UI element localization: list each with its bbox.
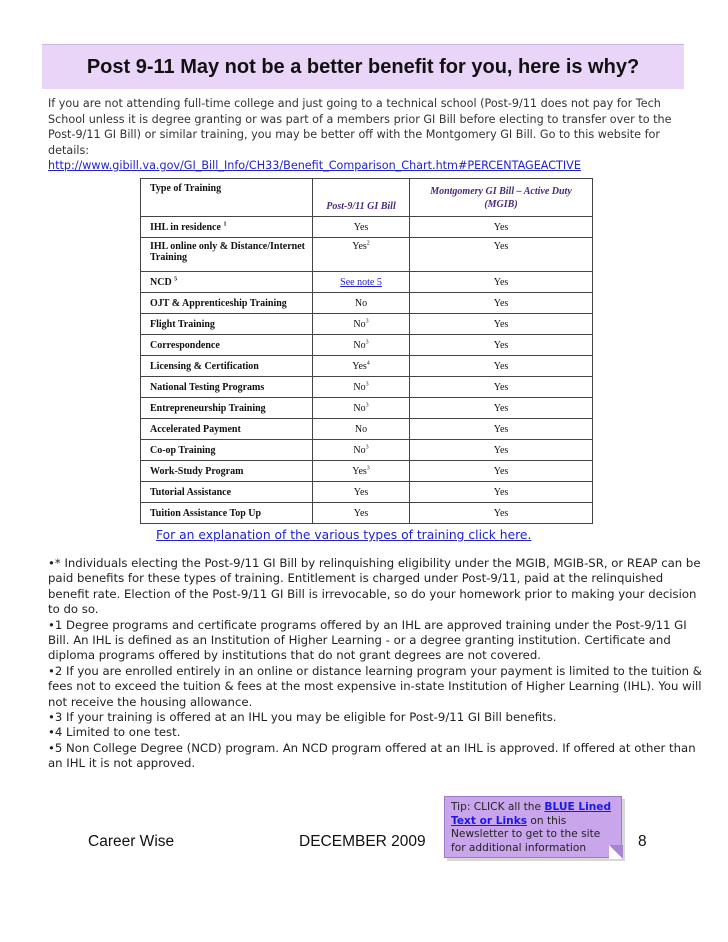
- post911-value: No: [353, 339, 366, 351]
- training-type-cell: [141, 272, 313, 293]
- mgib-cell: Yes: [410, 293, 593, 314]
- footnote-marker: 3: [365, 318, 369, 325]
- footnote-marker: 3: [366, 465, 370, 472]
- footnote-marker: 4: [366, 360, 370, 367]
- post911-cell: [313, 314, 410, 335]
- mgib-cell: Yes: [410, 503, 593, 524]
- mgib-cell: Yes: [410, 356, 593, 377]
- post911-value: Yes: [353, 221, 369, 233]
- post911-cell: [313, 293, 410, 314]
- footer-date: DECEMBER 2009: [299, 833, 426, 850]
- post911-cell: [313, 377, 410, 398]
- post911-cell: [313, 461, 410, 482]
- footnote-item: •5 Non College Degree (NCD) program. An NCD program offered at an IHL is approved. If offered at other than an IHL it is not approved.: [48, 740, 696, 771]
- training-types-explanation-link[interactable]: For an explanation of the various types of training click here.: [156, 528, 532, 542]
- post911-value[interactable]: See note 5: [340, 276, 382, 288]
- header-mgib: [410, 179, 593, 217]
- mgib-cell: Yes: [410, 335, 593, 356]
- table-row: [141, 238, 593, 272]
- benefit-comparison-link[interactable]: http://www.gibill.va.gov/GI_Bill_Info/CH33/Benefit_Comparison_Chart.htm#PERCENTAGEACTIVE: [48, 159, 581, 172]
- post911-value: Yes: [352, 241, 367, 252]
- table-row: [141, 398, 593, 419]
- training-type-cell: [141, 356, 313, 377]
- post911-value: No: [353, 318, 366, 330]
- training-type-label: Entrepreneurship Training: [150, 402, 266, 414]
- table-row: [141, 335, 593, 356]
- post911-value: No: [354, 297, 368, 309]
- post911-value: Yes: [352, 465, 367, 477]
- header-mgib-line2: (MGIB): [484, 198, 518, 210]
- training-type-cell: [141, 440, 313, 461]
- training-type-cell: [141, 503, 313, 524]
- mgib-cell: Yes: [410, 461, 593, 482]
- post911-cell: [313, 482, 410, 503]
- table-row: [141, 293, 593, 314]
- post911-cell: [313, 272, 410, 293]
- footer-page-number: 8: [638, 833, 647, 850]
- training-type-label: IHL online only & Distance/Internet Training: [150, 241, 306, 263]
- intro-text: If you are not attending full-time college and just going to a technical school (Post-9/11 does not pay for Tech School unless it is degree granting or was part of a members prior GI Bill before electing to transfer over to the Post-9/11 GI Bill) or similar training, you may be better off with the Montgomery GI Bill. Go to this website for details:: [48, 97, 672, 157]
- footnote-item: •2 If you are enrolled entirely in an online or distance learning program your payment is limited to the tuition & fees not to exceed the tuition & fees at the most expensive in-state Institution of Higher Learning (IHL). You will not receive the housing allowance.: [48, 663, 702, 709]
- table-row: [141, 356, 593, 377]
- training-type-label: Co-op Training: [150, 444, 216, 456]
- footnote-marker: 3: [365, 444, 369, 451]
- post911-value: Yes: [353, 507, 369, 519]
- training-type-cell: [141, 461, 313, 482]
- post911-value: No: [354, 423, 368, 435]
- mgib-cell: Yes: [410, 217, 593, 238]
- training-type-label: Correspondence: [150, 339, 220, 351]
- training-type-label: National Testing Programs: [150, 381, 265, 393]
- footnote-marker: 3: [365, 402, 369, 409]
- footnote-marker: 3: [365, 339, 369, 346]
- table-row: [141, 314, 593, 335]
- post911-value: No: [353, 402, 366, 414]
- mgib-cell: Yes: [410, 482, 593, 503]
- mgib-cell: Yes: [410, 314, 593, 335]
- training-type-label: Accelerated Payment: [150, 423, 241, 435]
- tip-emphasis: BLUE Lined Text or Links: [451, 801, 612, 827]
- header-mgib-line1: Montgomery GI Bill – Active Duty: [430, 185, 572, 197]
- post911-value: No: [353, 444, 366, 456]
- title-banner: [42, 44, 684, 89]
- post911-value: Yes: [353, 486, 369, 498]
- training-type-label: Tutorial Assistance: [150, 486, 232, 498]
- footnote-marker: 1: [223, 221, 227, 228]
- training-type-cell: [141, 419, 313, 440]
- post911-cell: [313, 238, 410, 272]
- footer-publication: Career Wise: [88, 833, 175, 850]
- table-row: [141, 377, 593, 398]
- table-row: [141, 440, 593, 461]
- table-row: [141, 217, 593, 238]
- tip-page-curl: [609, 845, 623, 859]
- tip-suffix: on this Newsletter to get to the site for additional information: [451, 814, 601, 854]
- training-type-cell: [141, 314, 313, 335]
- footnote-marker: 3: [365, 381, 369, 388]
- post911-cell: [313, 217, 410, 238]
- footnote-item: •1 Degree programs and certificate programs offered by an IHL are approved training under the Post-9/11 GI Bill. An IHL is defined as an Institution of Higher Learning - or a degree granting institution. Certificate and diploma programs offered by institutions that do not grant degrees are not covered.: [48, 617, 687, 663]
- tip-callout: [444, 796, 622, 858]
- training-type-label: IHL in residence: [150, 221, 221, 233]
- header-type-of-training: Type of Training: [141, 179, 313, 217]
- training-type-cell: [141, 377, 313, 398]
- intro-paragraph: [48, 96, 688, 174]
- mgib-cell: Yes: [410, 398, 593, 419]
- page-title: Post 9-11 May not be a better benefit for you, here is why?: [86, 55, 640, 78]
- footnote-item: •4 Limited to one test.: [48, 725, 181, 740]
- footnote-marker: 5: [174, 276, 178, 283]
- post911-cell: [313, 419, 410, 440]
- training-type-label: Tuition Assistance Top Up: [150, 507, 262, 519]
- footnotes: [48, 556, 708, 772]
- table-row: [141, 272, 593, 293]
- training-comparison-table: [140, 178, 593, 524]
- table-header-row: [141, 179, 593, 217]
- table-row: [141, 482, 593, 503]
- training-type-label: Work-Study Program: [150, 465, 244, 477]
- footnote-marker: 2: [366, 240, 370, 247]
- table-row: [141, 503, 593, 524]
- post911-value: No: [353, 381, 366, 393]
- training-type-cell: [141, 217, 313, 238]
- footnote-item: •3 If your training is offered at an IHL you may be eligible for Post-9/11 GI Bill benefits.: [48, 710, 557, 725]
- training-type-cell: [141, 293, 313, 314]
- post911-cell: [313, 398, 410, 419]
- training-type-label: NCD: [150, 276, 172, 288]
- footnote-item: •* Individuals electing the Post-9/11 GI Bill by relinquishing eligibility under the MGIB, MGIB-SR, or REAP can be paid benefits for these types of training. Entitlement is charged under Post-9/11, paid at the relinquished benefit rate. Election of the Post-9/11 GI Bill is irrevocable, so do your homework prior to making your decision to do so.: [48, 556, 701, 617]
- post911-cell: [313, 440, 410, 461]
- table-row: [141, 461, 593, 482]
- tip-prefix: Tip: CLICK all the: [451, 801, 545, 813]
- training-type-label: Licensing & Certification: [150, 360, 259, 372]
- post911-cell: [313, 335, 410, 356]
- mgib-cell: Yes: [410, 272, 593, 293]
- post911-value: Yes: [352, 360, 367, 372]
- training-type-label: OJT & Apprenticeship Training: [150, 297, 287, 309]
- training-type-cell: [141, 335, 313, 356]
- post911-cell: [313, 356, 410, 377]
- training-type-cell: [141, 482, 313, 503]
- header-post911: Post-9/11 GI Bill: [313, 179, 410, 217]
- training-type-label: Flight Training: [150, 318, 215, 330]
- training-type-cell: [141, 238, 313, 272]
- mgib-cell: Yes: [410, 377, 593, 398]
- mgib-cell: Yes: [410, 440, 593, 461]
- mgib-cell: Yes: [410, 419, 593, 440]
- post911-cell: [313, 503, 410, 524]
- table-row: [141, 419, 593, 440]
- training-type-cell: [141, 398, 313, 419]
- mgib-cell: Yes: [410, 238, 593, 272]
